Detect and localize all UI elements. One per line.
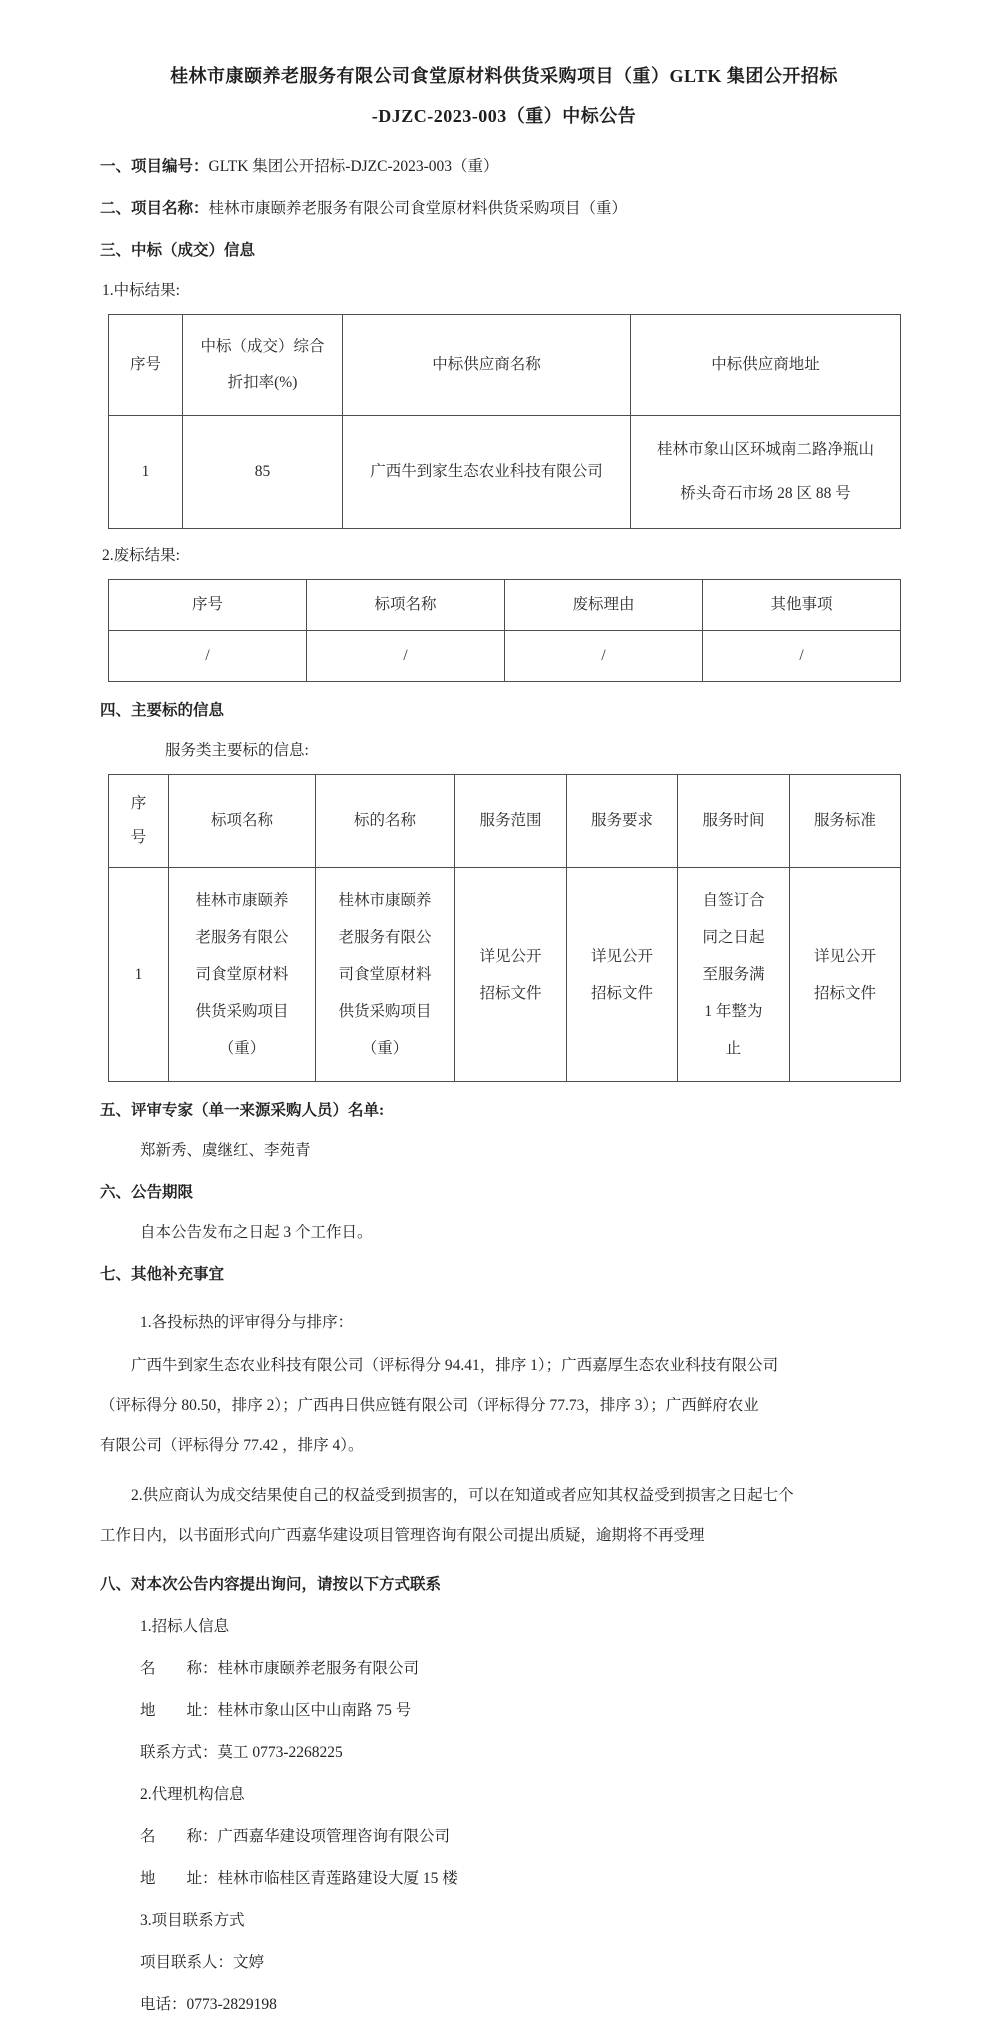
table-row xyxy=(109,631,901,682)
project-contact-phone: 电话：0773-2829198 xyxy=(140,1996,277,2013)
agency-address: 地 址：桂林市临桂区青莲路建设大厦 15 楼 xyxy=(140,1870,458,1887)
award-supplier: 广西牛到家生态农业科技有限公司 xyxy=(343,416,631,529)
invalid-result-table xyxy=(108,579,901,682)
objection-line1: 2.供应商认为成交结果使自己的权益受到损害的，可以在知道或者应知其权益受到损害之日起七个 xyxy=(131,1487,794,1504)
scores-line3: 有限公司（评标得分 77.42 ，排序 4）。 xyxy=(100,1437,364,1454)
subject-time: 自签订合同之日起至服务满 1 年整为止 xyxy=(678,868,790,1082)
project-contact-label: 3.项目联系方式 xyxy=(140,1912,245,1929)
subject-col-requirement: 服务要求 xyxy=(567,775,678,868)
subject-seq: 1 xyxy=(109,868,169,1082)
section-announcement-period-heading: 六、公告期限 xyxy=(100,1184,194,1201)
objection-paragraph xyxy=(100,1476,908,1556)
bidder-name: 名 称：桂林市康颐养老服务有限公司 xyxy=(140,1660,420,1677)
subject-subject-name: 桂林市康颐养老服务有限公司食堂原材料供货采购项目（重） xyxy=(316,868,455,1082)
scores-line1: 广西牛到家生态农业科技有限公司（评标得分 94.41，排序 1）；广西嘉厚生态农业科技有限公司 xyxy=(131,1357,779,1374)
project-number-value: GLTK 集团公开招标-DJZC-2023-003（重） xyxy=(208,158,499,175)
section-subject-info-heading: 四、主要标的信息 xyxy=(100,702,225,719)
project-contact-person: 项目联系人：文婷 xyxy=(140,1954,265,1971)
project-name-value: 桂林市康颐养老服务有限公司食堂原材料供货采购项目（重） xyxy=(208,200,628,217)
invalid-col-item: 标项名称 xyxy=(307,580,505,631)
announcement-period-value: 自本公告发布之日起 3 个工作日。 xyxy=(140,1224,373,1241)
project-number-label: 一、项目编号： xyxy=(100,158,209,175)
award-discount: 85 xyxy=(183,416,343,529)
subject-col-subject-name: 标的名称 xyxy=(316,775,455,868)
section-experts-heading: 五、评审专家（单一来源采购人员）名单: xyxy=(100,1102,385,1119)
document-title xyxy=(100,56,908,136)
section-contact-heading: 八、对本次公告内容提出询问，请按以下方式联系 xyxy=(100,1576,442,1593)
table-header-row xyxy=(109,580,901,631)
award-seq: 1 xyxy=(109,416,183,529)
section-project-name xyxy=(100,196,908,222)
table-row xyxy=(109,868,901,1082)
experts-names: 郑新秀、虞继红、李苑青 xyxy=(140,1142,311,1159)
agency-info-label: 2.代理机构信息 xyxy=(140,1786,245,1803)
award-result-subheading: 1.中标结果: xyxy=(102,282,180,299)
award-address: 桂林市象山区环城南二路净瓶山桥头奇石市场 28 区 88 号 xyxy=(631,416,901,529)
bidder-info-label: 1.招标人信息 xyxy=(140,1618,230,1635)
subject-info-subheading: 服务类主要标的信息: xyxy=(165,742,309,759)
invalid-col-reason: 废标理由 xyxy=(505,580,703,631)
invalid-item: / xyxy=(307,631,505,682)
award-col-discount: 中标（成交）综合折扣率(%) xyxy=(183,315,343,416)
invalid-col-seq: 序号 xyxy=(109,580,307,631)
section-award-info-heading: 三、中标（成交）信息 xyxy=(100,242,256,259)
subject-info-table xyxy=(108,774,901,1082)
section-supplementary-heading: 七、其他补充事宜 xyxy=(100,1266,225,1283)
project-name-label: 二、项目名称： xyxy=(100,200,209,217)
invalid-other: / xyxy=(703,631,901,682)
table-header-row xyxy=(109,775,901,868)
bidder-address: 地 址：桂林市象山区中山南路 75 号 xyxy=(140,1702,412,1719)
subject-col-seq: 序号 xyxy=(109,775,169,868)
award-col-address: 中标供应商地址 xyxy=(631,315,901,416)
invalid-col-other: 其他事项 xyxy=(703,580,901,631)
invalid-seq: / xyxy=(109,631,307,682)
subject-col-time: 服务时间 xyxy=(678,775,790,868)
award-result-table xyxy=(108,314,901,529)
document-title-line1: 桂林市康颐养老服务有限公司食堂原材料供货采购项目（重）GLTK 集团公开招标 xyxy=(170,66,838,86)
section-project-number xyxy=(100,154,908,180)
award-col-seq: 序号 xyxy=(109,315,183,416)
scores-line2: （评标得分 80.50，排序 2）；广西冉日供应链有限公司（评标得分 77.73，排序 3）；广西鲜府农业 xyxy=(100,1397,759,1414)
objection-line2: 工作日内，以书面形式向广西嘉华建设项目管理咨询有限公司提出质疑，逾期将不再受理 xyxy=(100,1527,705,1544)
subject-standard: 详见公开招标文件 xyxy=(790,868,901,1082)
subject-col-standard: 服务标准 xyxy=(790,775,901,868)
invalid-result-subheading: 2.废标结果: xyxy=(102,547,180,564)
subject-item-name: 桂林市康颐养老服务有限公司食堂原材料供货采购项目（重） xyxy=(169,868,316,1082)
supplementary-item1-label: 1.各投标热的评审得分与排序： xyxy=(140,1314,354,1331)
scores-paragraph xyxy=(100,1346,908,1466)
table-header-row xyxy=(109,315,901,416)
bidder-contact: 联系方式：莫工 0773-2268225 xyxy=(140,1744,343,1761)
subject-col-item-name: 标项名称 xyxy=(169,775,316,868)
subject-requirement: 详见公开招标文件 xyxy=(567,868,678,1082)
agency-name: 名 称：广西嘉华建设项管理咨询有限公司 xyxy=(140,1828,451,1845)
subject-col-scope: 服务范围 xyxy=(455,775,567,868)
document-title-line2: -DJZC-2023-003（重）中标公告 xyxy=(371,106,637,126)
subject-scope: 详见公开招标文件 xyxy=(455,868,567,1082)
invalid-reason: / xyxy=(505,631,703,682)
award-col-supplier: 中标供应商名称 xyxy=(343,315,631,416)
table-row xyxy=(109,416,901,529)
